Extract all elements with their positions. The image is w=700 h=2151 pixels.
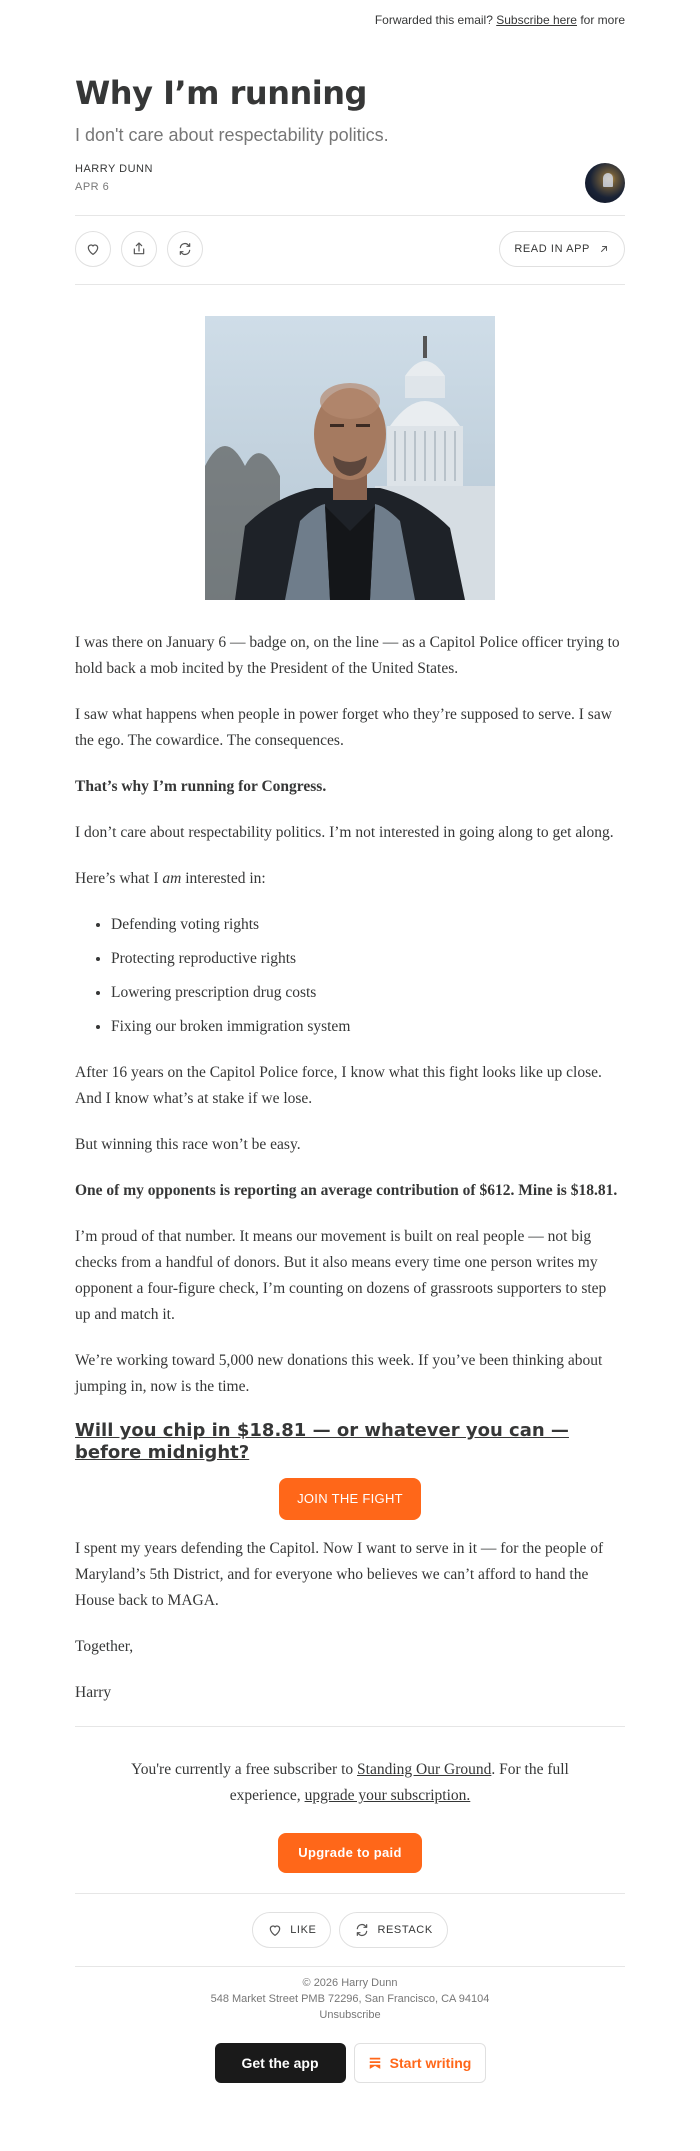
signoff: Together, <box>75 1638 134 1655</box>
paragraph: I saw what happens when people in power forget who they’re supposed to serve. I saw the ego. The cowardice. The consequences. <box>75 706 612 749</box>
forwarded-text: Forwarded this email? <box>374 13 493 27</box>
unsubscribe-link[interactable]: Unsubscribe <box>319 2009 381 2021</box>
donate-heading-link[interactable]: Will you chip in $18.81 — or whatever you can — before midnight? <box>75 1420 569 1463</box>
subscriber-text: . For the full experience, <box>229 1761 569 1804</box>
restack-pill-button[interactable] <box>339 1912 447 1948</box>
engagement-row <box>75 1894 625 1966</box>
publication-link[interactable]: Standing Our Ground <box>357 1761 492 1778</box>
post-actions-bar <box>75 216 625 284</box>
substack-logo-icon <box>368 2056 382 2070</box>
arrow-up-right-icon <box>598 243 610 255</box>
read-in-app-button[interactable] <box>499 231 625 267</box>
post-title[interactable]: Why I’m running <box>75 74 367 112</box>
paragraph: I don’t care about respectability politics. I’m not interested in going along to get along. <box>75 824 614 841</box>
restack-icon <box>177 241 193 257</box>
post-body <box>75 630 625 1706</box>
heart-icon <box>267 1922 283 1938</box>
for-more-text: for more <box>580 13 625 27</box>
heart-icon <box>85 241 101 257</box>
like-button[interactable] <box>75 231 111 267</box>
paragraph: We’re working toward 5,000 new donations this week. If you’ve been thinking about jumping in, now is the time. <box>75 1352 603 1395</box>
copyright: © 2026 Harry Dunn <box>302 1977 398 1989</box>
paragraph: But winning this race won’t be easy. <box>75 1136 301 1153</box>
paragraph: I’m proud of that number. It means our movement is built on real people — not big checks from a handful of donors. But it also means every time one person writes my opponent a four-figure check, I’m counting on dozens of grassroots supporters to step up and match it. <box>75 1228 607 1323</box>
paragraph-bold <box>75 1178 625 1204</box>
byline <box>75 163 625 215</box>
subscriber-text: You're currently a free subscriber to <box>131 1761 358 1778</box>
author-avatar[interactable] <box>585 163 625 203</box>
restack-button[interactable] <box>167 231 203 267</box>
list-item: • Fixing our broken immigration system <box>111 1014 625 1040</box>
app-buttons <box>75 2043 625 2083</box>
join-the-fight-button[interactable]: JOIN THE FIGHT <box>279 1478 421 1520</box>
issues-list <box>75 912 625 1040</box>
paragraph: I spent my years defending the Capitol. Now I want to serve in it — for the people of Maryland’s 5th District, and for everyone who believes we can’t afford to hand the House back to MAGA. <box>75 1540 604 1609</box>
start-writing-button[interactable] <box>354 2043 486 2083</box>
restack-label: RESTACK <box>377 1924 433 1936</box>
text-span: Here’s what I <box>75 870 163 887</box>
candidate-photo <box>205 316 495 600</box>
hero-image[interactable] <box>205 316 495 600</box>
footer <box>75 1967 625 2083</box>
paragraph <box>75 866 625 892</box>
mailing-address: 548 Market Street PMB 72296, San Francisco, CA 94104 <box>210 1993 490 2005</box>
forwarded-bar <box>75 0 625 35</box>
paragraph-bold <box>75 774 625 800</box>
emphasis-text: am <box>162 870 182 887</box>
list-item: • Protecting reproductive rights <box>111 946 625 972</box>
paragraph: After 16 years on the Capitol Police force, I know what this fight looks like up close. And I know what’s at stake if we lose. <box>75 1064 602 1107</box>
upgrade-subscription-link[interactable]: upgrade your subscription. <box>304 1787 471 1804</box>
paragraph: I was there on January 6 — badge on, on the line — as a Capitol Police officer trying to hold back a mob incited by the President of the United States. <box>75 634 620 677</box>
get-the-app-button[interactable]: Get the app <box>215 2043 346 2083</box>
list-item: • Defending voting rights <box>111 912 625 938</box>
read-in-app-label: READ IN APP <box>514 243 590 255</box>
like-pill-button[interactable] <box>252 1912 331 1948</box>
restack-icon <box>354 1922 370 1938</box>
subscription-notice <box>75 1727 625 1893</box>
upgrade-to-paid-button[interactable]: Upgrade to paid <box>278 1833 422 1873</box>
bold-text: One of my opponents is reporting an average contribution of $612. Mine is $18.81. <box>75 1182 618 1199</box>
post-subtitle: I don't care about respectability politics. <box>75 125 389 145</box>
list-item: • Lowering prescription drug costs <box>111 980 625 1006</box>
author-name[interactable]: HARRY DUNN <box>75 163 153 175</box>
bold-text: That’s why I’m running for Congress. <box>75 778 327 795</box>
divider <box>75 284 625 285</box>
share-icon <box>131 241 147 257</box>
share-button[interactable] <box>121 231 157 267</box>
like-label: LIKE <box>290 1924 317 1936</box>
signature: Harry <box>75 1684 112 1701</box>
post-date: APR 6 <box>75 181 110 193</box>
start-writing-label: Start writing <box>389 2055 472 2071</box>
text-span: interested in: <box>181 870 266 887</box>
email-container <box>75 0 625 2083</box>
subscribe-here-link[interactable]: Subscribe here <box>496 13 577 27</box>
